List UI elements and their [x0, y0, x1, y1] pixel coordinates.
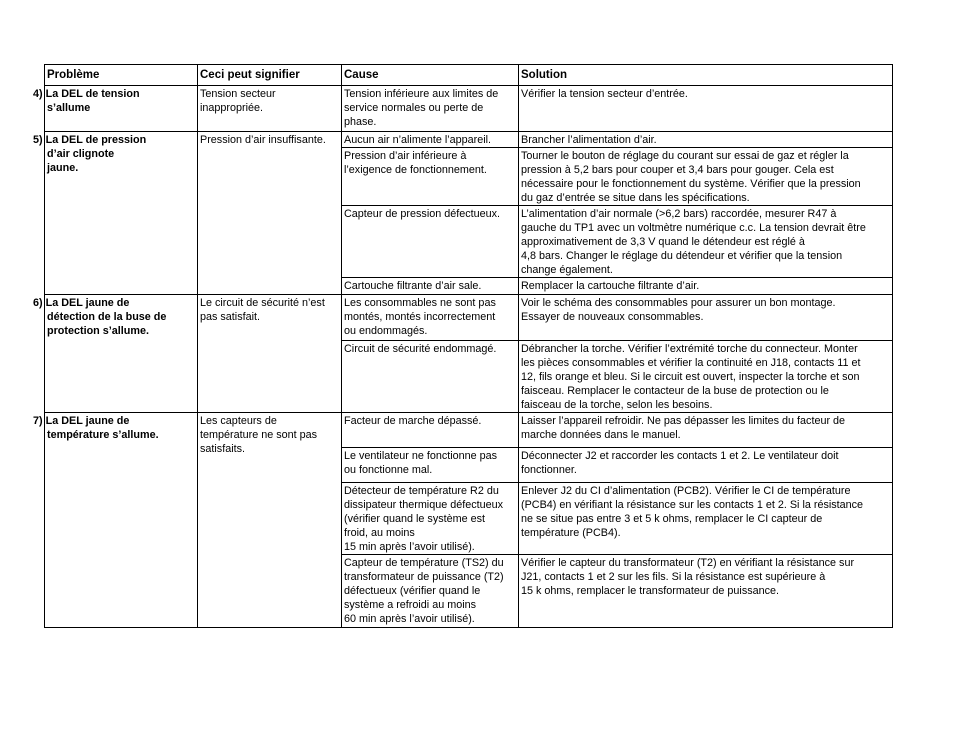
- problem-cell: 6) La DEL jaune de détection de la buse de protection s’allume.: [45, 295, 198, 413]
- table-row: [45, 132, 893, 148]
- cause-cell: Tension inférieure aux limites de service normales ou perte de phase.: [342, 86, 519, 132]
- table-row: [45, 86, 893, 132]
- problem-cell: 7) La DEL jaune de température s’allume.: [45, 413, 198, 628]
- cause-cell: Pression d’air inférieure à l’exigence de fonctionnement.: [342, 148, 519, 206]
- cause-cell: Aucun air n’alimente l’appareil.: [342, 132, 519, 148]
- solution-cell: Déconnecter J2 et raccorder les contacts 1 et 2. Le ventilateur doit fonctionner.: [519, 448, 893, 483]
- problem-cell: 4) La DEL de tension s’allume: [45, 86, 198, 132]
- cause-cell: Le ventilateur ne fonctionne pas ou fonctionne mal.: [342, 448, 519, 483]
- solution-cell: Enlever J2 du CI d’alimentation (PCB2). Vérifier le CI de température (PCB4) en vérifiant la résistance sur les contacts 1 et 2. Si la résistance ne se situe pas entre 3 et 5 k ohms, remplacer le CI capteur de température (PCB4).: [519, 483, 893, 555]
- solution-cell: Tourner le bouton de réglage du courant sur essai de gaz et régler la pression à 5,2 bars pour couper et 3,4 bars pour gouger. Cela est nécessaire pour le fonctionnement du système. Vérifier que la pression du gaz d’entrée se situe dans les spécifications.: [519, 148, 893, 206]
- solution-cell: Voir le schéma des consommables pour assurer un bon montage. Essayer de nouveaux consommables.: [519, 295, 893, 341]
- meaning-cell: Tension secteur inappropriée.: [198, 86, 342, 132]
- cause-cell: Cartouche filtrante d’air sale.: [342, 278, 519, 295]
- solution-cell: Brancher l’alimentation d’air.: [519, 132, 893, 148]
- problem-cell: 5) La DEL de pression d’air clignote jaune.: [45, 132, 198, 295]
- cause-cell: Les consommables ne sont pas montés, montés incorrectement ou endommagés.: [342, 295, 519, 341]
- header-meaning: Ceci peut signifier: [198, 65, 342, 86]
- cause-cell: Capteur de température (TS2) du transformateur de puissance (T2) défectueux (vérifier quand le système a refroidi au moins 60 min après l’avoir utilisé).: [342, 555, 519, 628]
- header-row: [45, 65, 893, 86]
- header-solution: Solution: [519, 65, 893, 86]
- table-row: [45, 413, 893, 448]
- troubleshooting-table: [33, 64, 893, 628]
- cause-cell: Facteur de marche dépassé.: [342, 413, 519, 448]
- cause-cell: Circuit de sécurité endommagé.: [342, 341, 519, 413]
- table-row: [45, 295, 893, 341]
- cause-cell: Capteur de pression défectueux.: [342, 206, 519, 278]
- solution-cell: Vérifier la tension secteur d’entrée.: [519, 86, 893, 132]
- solution-cell: L’alimentation d’air normale (>6,2 bars) raccordée, mesurer R47 à gauche du TP1 avec un voltmètre numérique c.c. La tension devrait être approximativement de 3,3 V quand le détendeur est réglé à 4,8 bars. Changer le réglage du détendeur et vérifier que la tension change également.: [519, 206, 893, 278]
- cause-cell: Détecteur de température R2 du dissipateur thermique défectueux (vérifier quand le système est froid, au moins 15 min après l’avoir utilisé).: [342, 483, 519, 555]
- meaning-cell: Pression d’air insuffisante.: [198, 132, 342, 295]
- meaning-cell: Les capteurs de température ne sont pas satisfaits.: [198, 413, 342, 628]
- meaning-cell: Le circuit de sécurité n’est pas satisfait.: [198, 295, 342, 413]
- header-cause: Cause: [342, 65, 519, 86]
- header-problem: Problème: [45, 65, 198, 86]
- solution-cell: Laisser l’appareil refroidir. Ne pas dépasser les limites du facteur de marche données dans le manuel.: [519, 413, 893, 448]
- solution-cell: Remplacer la cartouche filtrante d’air.: [519, 278, 893, 295]
- solution-cell: Vérifier le capteur du transformateur (T2) en vérifiant la résistance sur J21, contacts 1 et 2 sur les fils. Si la résistance est supérieure à 15 k ohms, remplacer le transformateur de puissance.: [519, 555, 893, 628]
- solution-cell: Débrancher la torche. Vérifier l’extrémité torche du connecteur. Monter les pièces consommables et vérifier la continuité en J18, contacts 11 et 12, fils orange et bleu. Si le circuit est ouvert, inspecter la torche et son faisceau. Remplacer le contacteur de la buse de protection ou le faisceau de la torche, selon les besoins.: [519, 341, 893, 413]
